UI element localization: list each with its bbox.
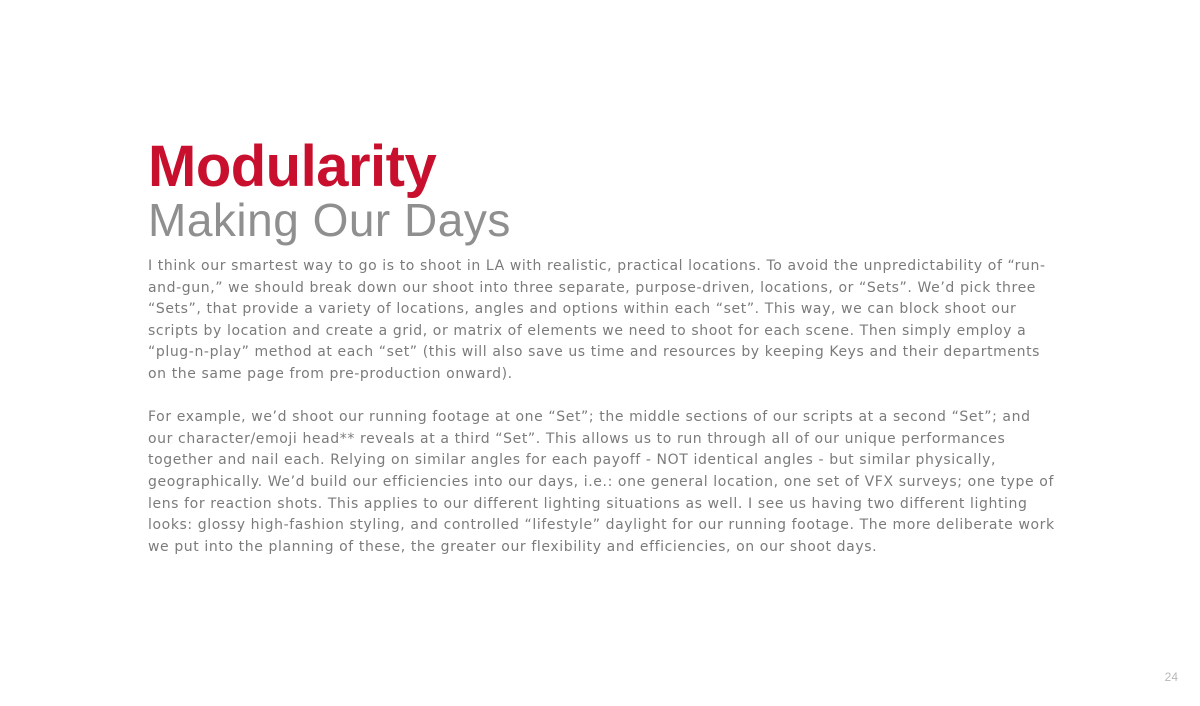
slide-content	[148, 134, 1058, 558]
slide-title: Modularity	[148, 134, 437, 199]
body-paragraph-2: For example, we’d shoot our running footage at one “Set”; the middle sections of our scripts at a second “Set”; and our character/emoji head** reveals at a third “Set”. This allows us to run through all of our unique performances together and nail each. Relying on similar angles for each payoff - NOT identical angles - but similar physically, geographically. We’d build our efficiencies into our days, i.e.: one general location, one set of VFX surveys; one type of lens for reaction shots. This applies to our different lighting situations as well. I see us having two different lighting looks: glossy high-fashion styling, and controlled “lifestyle” daylight for our running footage. The more deliberate work we put into the planning of these, the greater our flexibility and efficiencies, on our shoot days.	[148, 409, 1055, 555]
page-number: 24	[1164, 670, 1178, 684]
slide-subtitle: Making Our Days	[148, 194, 511, 246]
body-paragraph-1: I think our smartest way to go is to shoot in LA with realistic, practical locations. To avoid the unpredictability of “run-and-gun,” we should break down our shoot into three separate, purpose-driven, locations, or “Sets”. We’d pick three “Sets”, that provide a variety of locations, angles and options within each “set”. This way, we can block shoot our scripts by location and create a grid, or matrix of elements we need to shoot for each scene. Then simply employ a “plug-n-play” method at each “set” (this will also save us time and resources by keeping Keys and their departments on the same page from pre-production onward).	[148, 258, 1046, 382]
